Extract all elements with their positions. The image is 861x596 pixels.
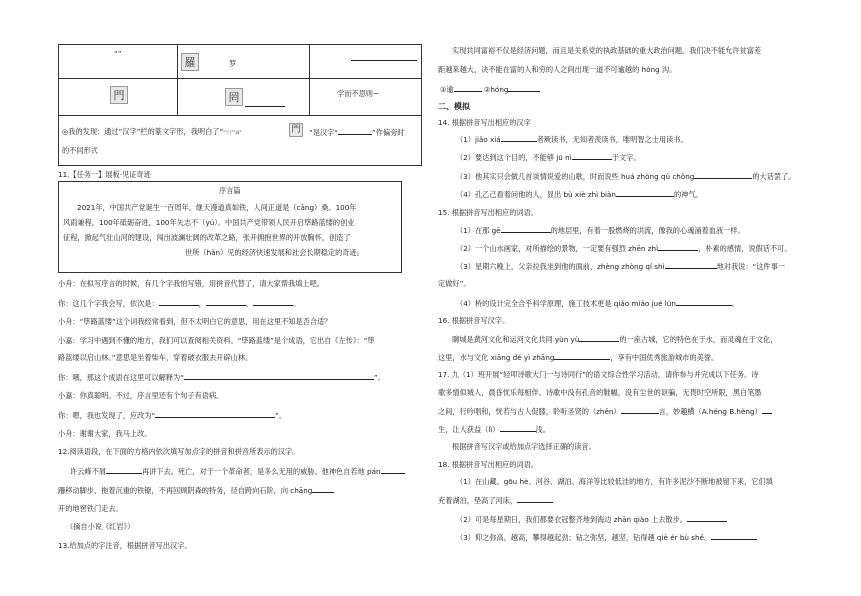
question-item: 定做好”。 [438,279,471,288]
table-divider [309,45,310,115]
question-17-line: 之间，行吟唱和，恍若与古人促膝，聆听圣贤的（zhěn） 言，妙趣横（A.héng B.hèng） [438,406,772,416]
passage-line: 实现共同富裕不仅是经济问题，而且是关系党的执政基础的重大政治问题。我们决不能允许贫富差 [452,46,762,55]
question-item: （2）一个山水画家，对所描绘的景物，一定要有强烈 zhēn zhì ，朴素的感情，说假话不可。 [456,244,792,253]
passage-line: 聊城是黄河文化和运河文化共同 yùn yù 的一座古城，它的特色在于水，而灵魂在于文化， [452,335,778,344]
discovery-text: 的不同形式 [62,146,98,155]
question-item: （3）星期六晚上，父亲拉我坐到他的面前，zhèng zhòng qí shì 地对我说：“这件事一 [456,262,785,271]
discovery-text: ◎我的发现：通过“汉字”栏的篆文字形，我明白了“”“门”“网” [62,127,242,136]
table-cell-char: 罗 [229,59,237,68]
question-item: 充着湖泊，垫高了河床， [438,495,553,505]
question-17-line: 生，让人获益（lì） 浅。 [438,425,550,434]
question-item: （4）桥的设计完全合乎科学原理，施工技术更是 qiǎo miào jué lún 。 [456,299,740,308]
question-18-header: 18. 根据拼音写出相应的词语。 [438,460,538,469]
blank-line [351,53,417,61]
character-table [58,44,422,166]
question-16-header: 16. 根据拼音写汉字。 [438,316,510,325]
question-17-line: 17. 九（1）班开展“轻叩诗歌大门一与诗同行”的语文综合性学习活动，请你参与并完成以下任务。诗 [438,370,759,379]
question-item: （2）可是每星期日，我们都要衣冠整齐地到海边 zhān qiào 上去散步。 [456,514,727,524]
question-13-header: 13.给加点的字注音，根据拼音写出汉字。 [58,541,192,550]
question-12-header: 12.阅读语段，在下面的方格内依次填写加点字的拼音和拼音所表示的汉字。 [58,447,300,456]
question-item: （4）孔乙己看着问他的人，显出 bù xiè zhì biàn 的神气。 [456,190,703,199]
question-item: （3）仰之弥高，越高，攀得越起劲；钻之弥坚，越坚，钻得越 qiè ér bù shě。 [456,532,757,542]
question-17-line: 歌多情似城人，晨昏忧乐每相伴。诗歌中没有孔音的鞋幅，没有尘世的讴骗，无畏时空所限，黑白笔墨 [438,388,762,397]
dialogue-line: 路蓝缕以启山林。”意思是坐着柴车，穿着破衣服去开辟山林。 [58,353,253,362]
question-11-header: 11.【任务一】展板·见证奇迹 [58,170,151,179]
question-item: （1）在那 gē 的地层里，有着一股燃烧的洪流，像我的心魂涌着血液一样。 [456,226,745,235]
discovery-text: ”是汉字“ ”作偏旁时 [309,128,405,137]
passage-line: 许云峰不屑 再讲下去。死亡，对于一个革命者，是多么无用的威胁。他神色自若地 pán [70,466,405,476]
question-15-header: 15. 根据拼音写出相应的词语。 [438,208,538,217]
question-item: （1）jiǎo xiá 者厥读书，无知者羡读书，唯明智之士用读书。 [456,135,688,144]
dialogue-line: 小舟：在拟写序言的时候，有几个字我怕写错，用拼音代替了，请大家帮我填上吧。 [58,279,324,288]
dialogue-line: 你：哦，那这个成语在这里可以解释为“ ”。 [58,373,385,382]
preface-line: 2021年，中国共产党诞生一百周年。继天漫道真如铁，人间正道是（cāng）桑。100年 [77,203,357,212]
passage-line: 距越来越大，决不能在富的人和穷的人之间出现一道不可逾越的 hóng 沟。 [438,65,677,74]
dialogue-line: 小嘉：学习中遇到不懂的地方，我们可以查阅相关资料。“筚路蓝缕”是个成语，它出自《左传》：“筚 [58,336,375,345]
question-item: （3）他其实只会做几首谈情说爱的山歌，时而说些 huá zhòng qǔ chǒng 的大话罢了。 [456,172,796,181]
seal-script-glyph: 罔 [225,88,243,106]
question-item: （2）要达到这个目的，不能够 jū nì 于文字。 [456,153,641,162]
seal-script-glyph: 門 [289,123,303,137]
dialogue-line: 小舟：谢谢大家，我马上改。 [58,429,152,438]
passage-line: 这里，水与文化 xiāng dé yì zhāng ，享有中国优秀旅游城市的美誉。 [438,353,719,362]
dialogue-line: 你：这几个字我会写，依次是： ， ， 。 [58,299,301,308]
dialogue-line: 小舟：“筚路蓝缕”这个词我经常看到，但不太明白它的意思，用在这里不知是否合适？ [58,317,332,326]
blank-line [245,99,285,107]
question-14-header: 14. 根据拼音写出相应的汉字 [438,118,531,127]
question-item: （1）在山藏、gōu hè、河谷、湖泊、海洋等比较低洼的地方，有许多泥沙不断地被留下来，它们填 [456,477,773,486]
passage-line: 跚移动脚步，拖着沉重的铁镣，不再回顾阴森的特务，径自跨向石阶，向 chāng [58,485,334,495]
dialogue-line: 小嘉：你真聪明。不过，序言里还有个句子有语病。 [58,391,224,400]
table-divider [59,115,421,116]
table-cell-text: 学而不思则~ [337,89,379,98]
question-17-line: 根据拼音写汉字或给加点字选择正确的读音。 [452,442,596,451]
passage-source: （摘自小说《红岩》） [66,522,135,531]
preface-line: 征程，掀起气壮山河的建设，闯出波澜壮阔的改革之路，张开拥抱世界的开放胸怀，创造了 [63,233,351,242]
seal-script-glyph: 門 [110,86,128,104]
table-divider [177,45,178,115]
preface-line: 风雨兼程，100年砥砺奋进，100年矢志不（yú）。中国共产党带领人民开启筚路蓝缕的创业 [63,218,355,227]
preface-box [58,181,402,273]
seal-script-glyph: 羅 [181,53,199,71]
answer-blanks: ①逾 ②hóng [440,84,540,94]
passage-line: 开的地窖铁门走去。 [58,504,123,513]
table-cell-text: “” [114,49,122,58]
preface-title: 序言篇 [219,186,241,195]
table-divider [59,78,421,79]
dialogue-line: 你：嗯，我也发现了，应改为“ ”。 [58,411,287,420]
section-heading: 二、模拟 [438,102,470,111]
preface-line: 世所（hǎn）见的经济快速发展和社会长期稳定的奇迹。 [185,248,364,257]
